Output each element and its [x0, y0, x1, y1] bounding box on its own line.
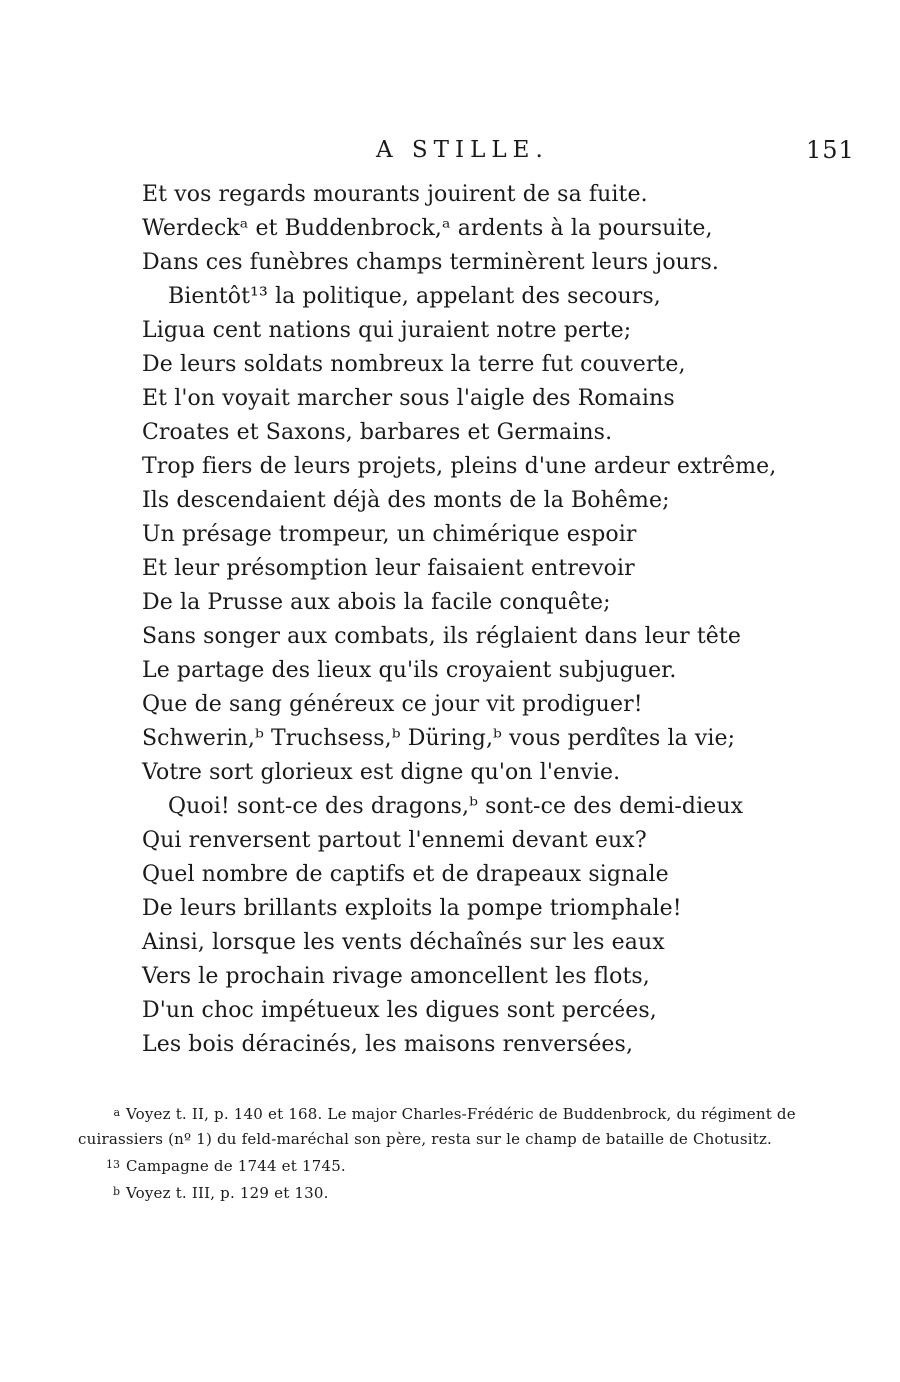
verse-line: De la Prusse aux abois la facile conquête; [142, 590, 611, 615]
running-title: A STILLE. [376, 137, 549, 163]
verse-line: Ainsi, lorsque les vents déchaînés sur les eaux [142, 930, 665, 955]
verse-line: Werdeckᵃ et Buddenbrock,ᵃ ardents à la poursuite, [142, 216, 713, 241]
verse-line: Qui renversent partout l'ennemi devant eux? [142, 828, 647, 853]
verse-line: Quoi! sont-ce des dragons,ᵇ sont-ce des demi-dieux [168, 794, 744, 819]
verse-line: De leurs soldats nombreux la terre fut couverte, [142, 352, 686, 377]
verse-line: Sans songer aux combats, ils réglaient dans leur tête [142, 624, 741, 649]
footnote-text: Voyez t. III, p. 129 et 130. [126, 1184, 329, 1202]
verse-line: Trop fiers de leurs projets, pleins d'une ardeur extrême, [142, 454, 777, 479]
footnote-text: Campagne de 1744 et 1745. [126, 1157, 346, 1175]
verse-line: Quel nombre de captifs et de drapeaux signale [142, 862, 669, 887]
page-number: 151 [806, 136, 855, 164]
verse-line: Le partage des lieux qu'ils croyaient subjuguer. [142, 658, 677, 683]
verse-line: Un présage trompeur, un chimérique espoir [142, 522, 637, 547]
verse-line: De leurs brillants exploits la pompe triomphale! [142, 896, 682, 921]
footnote-mark: a [113, 1106, 120, 1119]
verse-line: Croates et Saxons, barbares et Germains. [142, 420, 613, 445]
verse-line: Bientôt¹³ la politique, appelant des secours, [168, 284, 661, 309]
footnote-text: cuirassiers (nº 1) du feld-maréchal son père, resta sur le champ de bataille de Chotusitz. [78, 1130, 773, 1148]
running-head [0, 134, 900, 166]
verse-line: Et vos regards mourants jouirent de sa fuite. [142, 182, 648, 207]
footnote [78, 1152, 840, 1179]
verse-line: Dans ces funèbres champs terminèrent leurs jours. [142, 250, 720, 275]
verse-line: D'un choc impétueux les digues sont percées, [142, 998, 657, 1023]
footnote [78, 1100, 840, 1127]
verse-line: Vers le prochain rivage amoncellent les flots, [142, 964, 650, 989]
footnote-mark: 13 [106, 1158, 120, 1171]
verse-line: Schwerin,ᵇ Truchsess,ᵇ Düring,ᵇ vous perdîtes la vie; [142, 726, 736, 751]
footnotes [78, 1100, 840, 1206]
verse-line: Et leur présomption leur faisaient entrevoir [142, 556, 635, 581]
verse-line: Que de sang généreux ce jour vit prodiguer! [142, 692, 643, 717]
footnote-mark: b [112, 1185, 120, 1198]
verse-line: Votre sort glorieux est digne qu'on l'envie. [142, 760, 621, 785]
verse-line: Les bois déracinés, les maisons renversées, [142, 1032, 634, 1057]
verse-line: Et l'on voyait marcher sous l'aigle des Romains [142, 386, 675, 411]
footnote [78, 1127, 840, 1152]
poem-body [142, 178, 842, 1062]
verse-line: Ils descendaient déjà des monts de la Bohême; [142, 488, 670, 513]
verse-line: Ligua cent nations qui juraient notre perte; [142, 318, 632, 343]
footnote-text: Voyez t. II, p. 140 et 168. Le major Charles-Frédéric de Buddenbrock, du régiment de [126, 1105, 796, 1123]
footnote [78, 1179, 840, 1206]
